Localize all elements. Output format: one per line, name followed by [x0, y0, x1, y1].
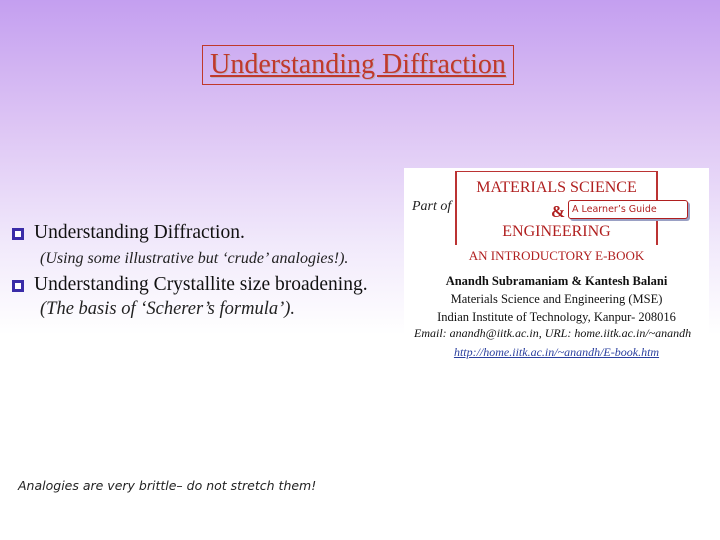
bullet-item-diffraction — [12, 222, 407, 244]
ebook-link[interactable]: http://home.iitk.ac.in/~anandh/E-book.htm — [453, 345, 660, 359]
book-department: Materials Science and Engineering (MSE) — [450, 292, 663, 306]
ebook-banner — [404, 168, 709, 364]
book-ampersand: & — [551, 202, 566, 221]
bullet-text: Understanding Diffraction. — [34, 222, 245, 243]
bullet-text: Understanding Crystallite size broadening. — [34, 274, 368, 295]
square-bullet-icon — [12, 228, 24, 240]
footnote: Analogies are very brittle– do not stretch them! — [18, 478, 317, 493]
book-subtitle: AN INTRODUCTORY E-BOOK — [468, 248, 645, 263]
book-cover-frame — [455, 171, 658, 245]
book-email-url: Email: anandh@iitk.ac.in, URL: home.iitk.ac.in/~anandh — [414, 326, 692, 340]
slide-title-box — [202, 45, 514, 85]
book-title-line1: MATERIALS SCIENCE — [476, 179, 637, 196]
bullet-subtext: (The basis of ‘Scherer’s formula’). — [40, 299, 296, 319]
bullet-item-broadening — [12, 274, 407, 296]
part-of-label: Part of — [412, 199, 452, 214]
book-title-line2: ENGINEERING — [502, 223, 611, 240]
book-authors: Anandh Subramaniam & Kantesh Balani — [445, 274, 668, 288]
bullet-list — [12, 222, 407, 320]
slide-title: Understanding Diffraction — [210, 49, 506, 80]
bullet-subtext: (Using some illustrative but ‘crude’ analogies!). — [40, 250, 349, 267]
square-bullet-icon — [12, 280, 24, 292]
learner-guide-badge: A Learner’s Guide — [568, 200, 688, 219]
book-institute: Indian Institute of Technology, Kanpur- 208016 — [437, 310, 676, 324]
